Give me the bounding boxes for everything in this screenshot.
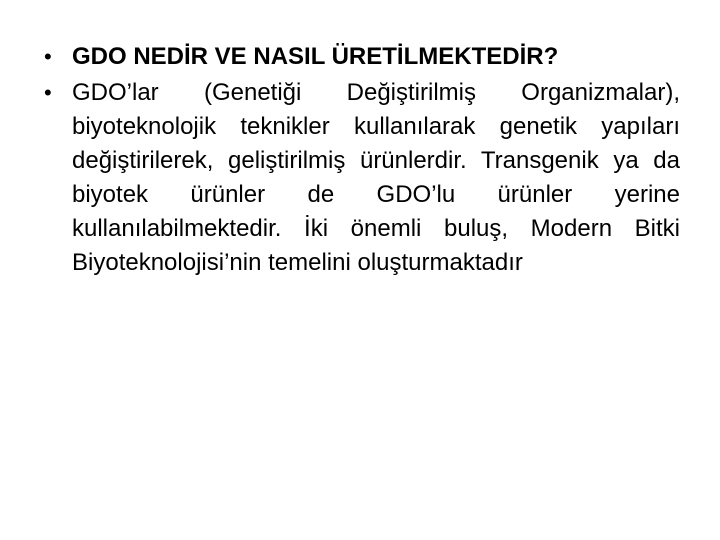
bullet-marker: • — [44, 44, 52, 69]
bullet-item-title — [40, 40, 680, 74]
definition-paragraph: GDO’lar (Genetiği Değiştirilmiş Organizmalar), biyoteknolojik teknikler kullanılarak genetik yapıları değiştirilerek, geliştirilmiş ürünlerdir. Transgenik ya da biyotek ürünler de GDO’lu ürünler yerine kullanılabilmektedir. İki önemli buluş, Modern Bitki Biyoteknolojisi’nin temelini oluşturmaktadır — [72, 79, 680, 276]
bullet-marker: • — [44, 80, 52, 105]
bullet-item-definition — [40, 76, 680, 280]
slide-heading: GDO NEDİR VE NASIL ÜRETİLMEKTEDİR? — [72, 43, 559, 70]
bullet-list — [40, 40, 680, 282]
